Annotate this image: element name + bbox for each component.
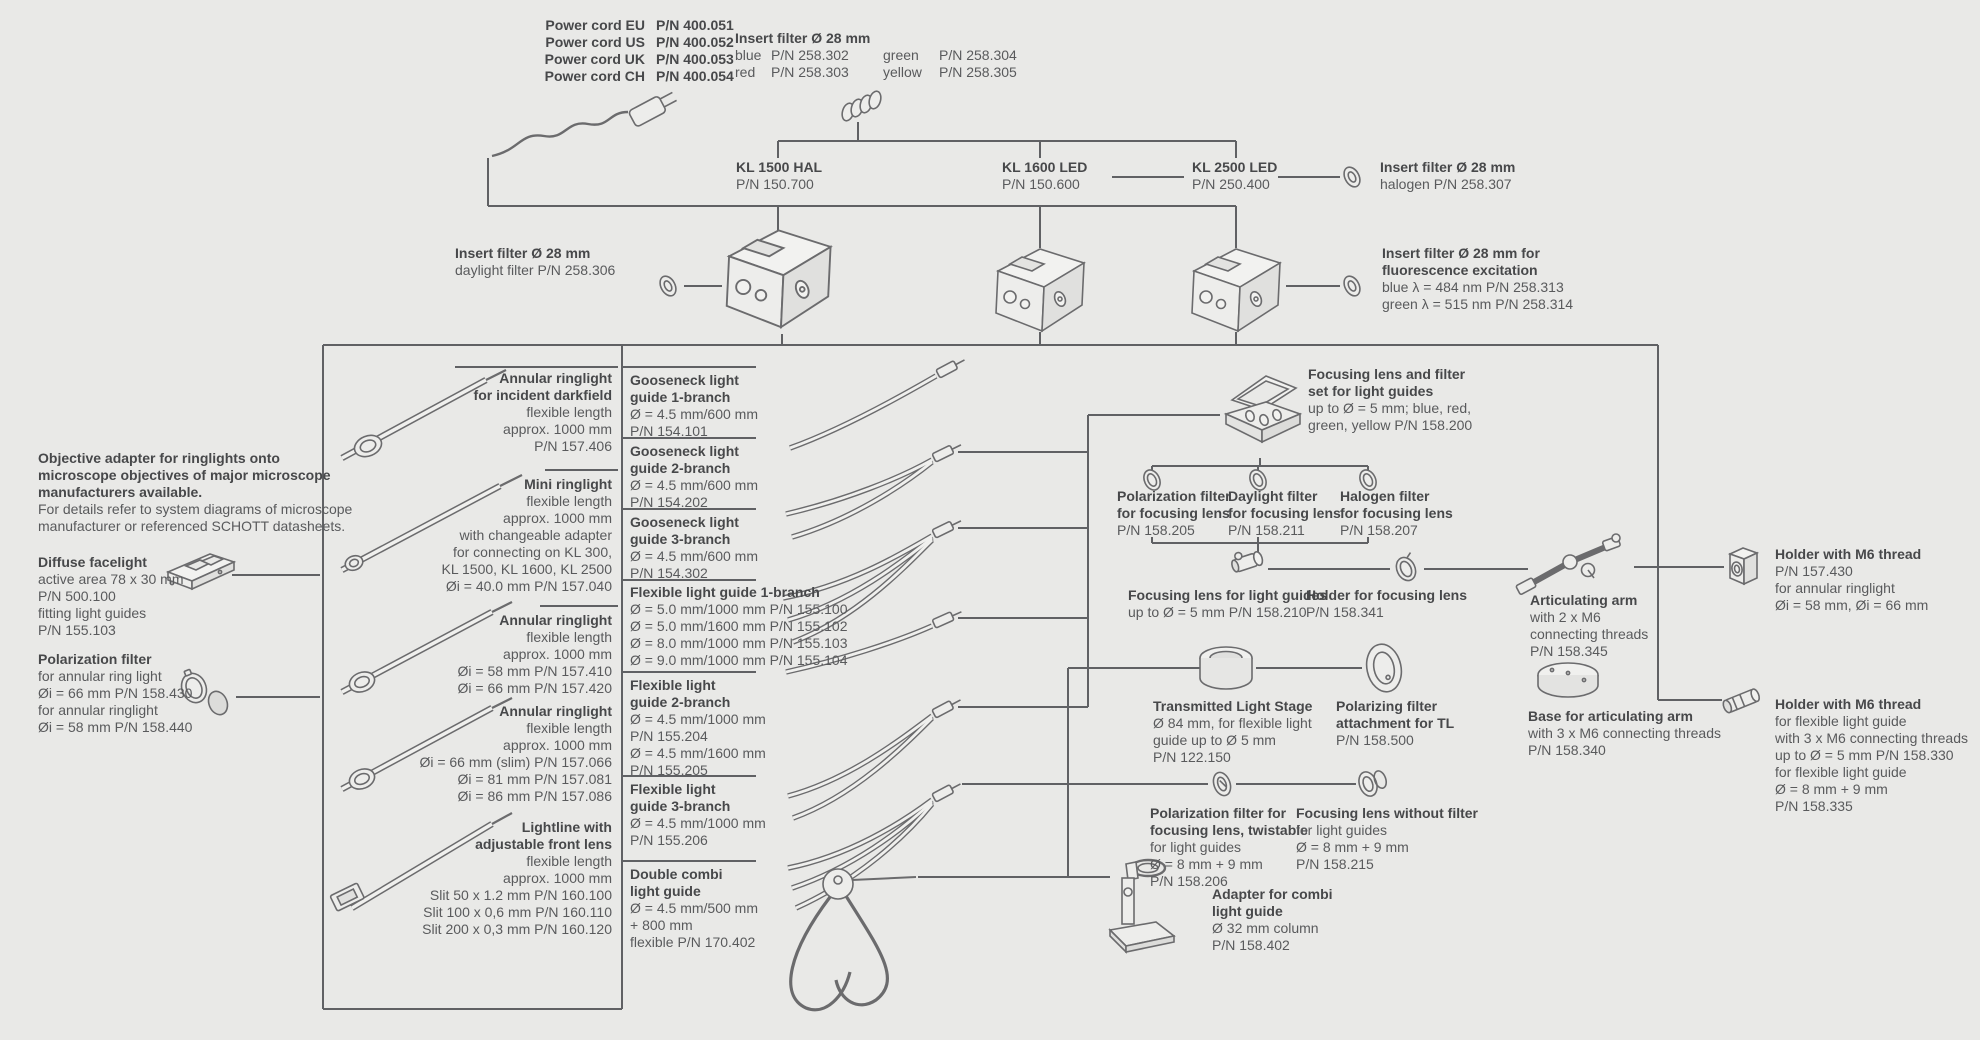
text-line: approx. 1000 mm [503, 510, 612, 526]
text-line [455, 17, 734, 34]
text-line: Annular ringlight [499, 612, 612, 628]
text-line: Focusing lens for light guides [1128, 587, 1328, 603]
text-line: guide 2-branch [630, 460, 731, 476]
text-line: Halogen filter [1340, 488, 1430, 504]
kl-2500-led-label [1192, 159, 1277, 193]
text-col: blue [735, 47, 762, 63]
text-line: blue λ = 484 nm P/N 258.313 [1382, 279, 1564, 295]
flexible-3-branch-label [630, 781, 766, 849]
text-line: Ø = 8 mm + 9 mm [1296, 839, 1409, 855]
holder-annular-icon [1730, 548, 1757, 584]
text-line: fluorescence excitation [1382, 262, 1538, 278]
text-line: Lightline with [521, 819, 612, 835]
text-line: flexible P/N 170.402 [630, 934, 756, 950]
text-line: Holder for focusing lens [1306, 587, 1468, 603]
text-line: for focusing lens [1117, 505, 1230, 521]
text-line: active area 78 x 30 mm [38, 571, 184, 587]
text-line: + 800 mm [630, 917, 693, 933]
text-line: Ø = 4.5 mm/600 mm [630, 477, 758, 493]
text-line: P/N 150.600 [1002, 176, 1080, 192]
text-col: red [735, 64, 756, 80]
text-line: set for light guides [1308, 383, 1434, 399]
text-line: approx. 1000 mm [503, 737, 612, 753]
text-line: flexible length [526, 720, 612, 736]
text-line: Daylight filter [1228, 488, 1318, 504]
kl-1500-hal-label [736, 159, 822, 193]
text-line: KL 1500, KL 1600, KL 2500 [441, 561, 612, 577]
text-line: Øi = 66 mm (slim) P/N 157.066 [419, 754, 612, 770]
text-line: KL 1500 HAL [736, 159, 823, 175]
text-line: Ø 84 mm, for flexible light [1153, 715, 1312, 731]
text-col: P/N 400.054 [656, 68, 734, 84]
text-line: attachment for TL [1336, 715, 1455, 731]
double-combi-label [630, 866, 758, 951]
articulating-arm-icon [1516, 534, 1621, 595]
text-line: Base for articulating arm [1528, 708, 1693, 724]
text-line [455, 68, 734, 85]
text-line: Øi = 58 mm P/N 157.410 [457, 663, 612, 679]
text-line [735, 64, 1017, 81]
text-line: Øi = 40.0 mm P/N 157.040 [445, 578, 612, 594]
text-line: Holder with M6 thread [1775, 696, 1922, 712]
filter-stack-icon [840, 90, 883, 122]
polarization-filter-label [38, 651, 192, 736]
text-line: up to Ø = 5 mm P/N 158.330 [1775, 747, 1954, 763]
text-line: connecting threads [1530, 626, 1649, 642]
insert-filter-set-title: Insert filter Ø 28 mm [735, 30, 871, 46]
text-line: P/N 158.207 [1340, 522, 1418, 538]
text-line: Transmitted Light Stage [1153, 698, 1313, 714]
text-col: P/N 400.053 [656, 51, 734, 67]
text-line: for flexible light guide [1775, 764, 1907, 780]
kl-1600-led-device [996, 249, 1084, 331]
text-line: Ø = 4.5 mm/500 mm [630, 900, 758, 916]
text-line: Gooseneck light [630, 443, 739, 459]
text-line: Polarizing filter [1336, 698, 1438, 714]
text-col: P/N 258.303 [771, 64, 849, 80]
text-line: light guide [1212, 903, 1283, 919]
power-cords-list [455, 17, 734, 85]
text-line: focusing lens, twistable [1150, 822, 1308, 838]
text-line: P/N 158.402 [1212, 937, 1290, 953]
text-line: guide 3-branch [630, 531, 731, 547]
text-line: P/N 158.340 [1528, 742, 1606, 758]
text-line: Adapter for combi [1212, 886, 1333, 902]
holder-annular-label [1775, 546, 1928, 614]
text-line: green λ = 515 nm P/N 258.314 [1382, 296, 1574, 312]
text-line: with 3 x M6 connecting threads [1528, 725, 1721, 741]
halogen-filter-label [1380, 159, 1515, 193]
text-line [735, 47, 1017, 64]
text-line: KL 2500 LED [1192, 159, 1278, 175]
text-line: P/N 500.100 [38, 588, 116, 604]
text-line: for focusing lens [1228, 505, 1341, 521]
fluorescence-filter-label [1382, 245, 1573, 313]
text-line: Ø = 4.5 mm/1000 mm [630, 815, 766, 831]
text-col: P/N 400.052 [656, 34, 734, 50]
text-line: for annular ringlight [38, 702, 158, 718]
text-line: for annular ringlight [1775, 580, 1895, 596]
text-line: light guide [630, 883, 701, 899]
text-line: guide 1-branch [630, 389, 731, 405]
text-col: P/N 258.302 [771, 47, 849, 63]
text-line: guide 3-branch [630, 798, 731, 814]
objective-adapter-note [38, 450, 352, 535]
text-line: with changeable adapter [459, 527, 612, 543]
text-line: halogen P/N 258.307 [1380, 176, 1512, 192]
text-line: Øi = 66 mm P/N 158.430 [38, 685, 193, 701]
text-line: P/N 155.205 [630, 762, 708, 778]
text-line: P/N 158.335 [1775, 798, 1853, 814]
text-line: for annular ring light [38, 668, 162, 684]
base-arm-icon [1538, 663, 1598, 697]
double-combi-guide-icon [791, 869, 916, 1010]
text-line: Ø = 8 mm + 9 mm [1775, 781, 1888, 797]
daylight-filter-focusing-label [1228, 488, 1341, 539]
text-line: with 3 x M6 connecting threads [1775, 730, 1968, 746]
text-line: Ø = 5.0 mm/1600 mm P/N 155.102 [630, 618, 848, 634]
text-col: Power cord EU [545, 17, 645, 33]
text-line: Articulating arm [1530, 592, 1638, 608]
text-line: Ø = 4.5 mm/600 mm [630, 548, 758, 564]
text-line: P/N 155.103 [38, 622, 116, 638]
polarizing-filter-tl-label [1336, 698, 1454, 749]
gooseneck-2-branch-label [630, 443, 758, 511]
text-line: microscope objectives of major microscope [38, 467, 331, 483]
text-line: P/N 158.341 [1306, 604, 1384, 620]
transmitted-light-stage-icon [1200, 647, 1252, 689]
text-line: Flexible light guide 1-branch [630, 584, 820, 600]
text-line: approx. 1000 mm [503, 421, 612, 437]
text-line: guide up to Ø 5 mm [1153, 732, 1276, 748]
text-line: Gooseneck light [630, 514, 739, 530]
text-line: P/N 154.302 [630, 565, 708, 581]
gooseneck-3-branch-label [630, 514, 758, 582]
text-line: Focusing lens without filter [1296, 805, 1478, 821]
text-line: For details refer to system diagrams of microscope [38, 501, 353, 517]
text-line: Focusing lens and filter [1308, 366, 1466, 382]
text-col: Power cord UK [544, 51, 645, 67]
halogen-filter-focusing-label [1340, 488, 1453, 539]
text-line: up to Ø = 5 mm P/N 158.210 [1128, 604, 1307, 620]
text-line: Insert filter Ø 28 mm [1380, 159, 1516, 175]
text-col: P/N 258.304 [939, 47, 1017, 63]
holder-flexible-icon [1722, 688, 1761, 714]
text-line: Polarization filter [1117, 488, 1231, 504]
text-line: with 2 x M6 [1530, 609, 1601, 625]
adapter-combi-label [1212, 886, 1333, 954]
text-line: Slit 50 x 1.2 mm P/N 160.100 [429, 887, 612, 903]
text-line: Objective adapter for ringlights onto [38, 450, 280, 466]
text-line: Ø = 8 mm + 9 mm [1150, 856, 1263, 872]
text-line: Insert filter Ø 28 mm for [1382, 245, 1540, 261]
text-line: Øi = 81 mm P/N 157.081 [457, 771, 612, 787]
annular-ringlight-slim-label [340, 703, 612, 805]
kl-1500-hal-device [727, 230, 831, 327]
annular-ringlight-label [380, 612, 612, 697]
flexible-3-branch-icon [788, 780, 963, 908]
daylight-filter-label [455, 245, 615, 279]
insert-filter-set-block [735, 30, 1017, 81]
annular-ringlight-darkfield-label [380, 370, 612, 455]
text-line: for flexible light guide [1775, 713, 1907, 729]
text-line: P/N 154.202 [630, 494, 708, 510]
text-line: green, yellow P/N 158.200 [1308, 417, 1473, 433]
mini-ringlight-label [340, 476, 612, 595]
text-line: Flexible light [630, 677, 716, 693]
power-cord-icon [492, 89, 679, 156]
text-line: for focusing lens [1340, 505, 1453, 521]
kl-2500-led-device [1192, 249, 1280, 331]
text-line: P/N 157.430 [1775, 563, 1853, 579]
text-line: Øi = 58 mm, Øi = 66 mm [1775, 597, 1929, 613]
polarization-filter-focusing-label [1117, 488, 1231, 539]
text-line: Ø = 4.5 mm/1000 mm [630, 711, 766, 727]
text-line: up to Ø = 5 mm; blue, red, [1308, 400, 1472, 416]
text-col: P/N 258.305 [939, 64, 1017, 80]
text-line: Ø 32 mm column [1212, 920, 1319, 936]
gooseneck-1-branch-label [630, 372, 758, 440]
text-line: P/N 122.150 [1153, 749, 1231, 765]
text-line: P/N 158.500 [1336, 732, 1414, 748]
text-line [455, 51, 734, 68]
transmitted-light-stage-label [1153, 698, 1312, 766]
text-line: P/N 155.204 [630, 728, 708, 744]
text-line: flexible length [526, 853, 612, 869]
text-line: KL 1600 LED [1002, 159, 1088, 175]
text-line: P/N 158.211 [1228, 522, 1305, 538]
text-line: Insert filter Ø 28 mm [455, 245, 591, 261]
text-line: flexible length [526, 493, 612, 509]
holder-focusing-lens-label [1306, 587, 1467, 621]
text-line: manufacturer or referenced SCHOTT datasheets. [38, 518, 346, 534]
flexible-2-branch-label [630, 677, 766, 779]
twistable-pol-filter-label [1150, 805, 1308, 890]
diffuse-facelight-label [38, 554, 184, 639]
text-line: for light guides [1296, 822, 1388, 838]
text-line: Double combi [630, 866, 723, 882]
text-col: Power cord US [545, 34, 645, 50]
text-col: yellow [883, 64, 922, 80]
text-line: Flexible light [630, 781, 716, 797]
gooseneck-2-branch-icon [786, 441, 963, 537]
text-line: Annular ringlight [499, 370, 612, 386]
text-line: Ø = 4.5 mm/1600 mm [630, 745, 766, 761]
text-line: Øi = 66 mm P/N 157.420 [457, 680, 612, 696]
text-line: for connecting on KL 300, [452, 544, 612, 560]
daylight-filter-icon [657, 273, 679, 298]
text-line: P/N 158.205 [1117, 522, 1195, 538]
text-line: Slit 100 x 0,6 mm P/N 160.110 [423, 904, 612, 920]
text-line: P/N 150.700 [736, 176, 814, 192]
text-line: P/N 158.206 [1150, 873, 1228, 889]
text-line: Mini ringlight [524, 476, 612, 492]
gooseneck-1-branch-icon [790, 356, 967, 448]
text-line: Holder with M6 thread [1775, 546, 1922, 562]
flexible-1-branch-label [630, 584, 848, 669]
base-arm-label [1528, 708, 1721, 759]
text-col: P/N 400.051 [656, 17, 734, 33]
text-line: Diffuse facelight [38, 554, 147, 570]
text-line: Polarization filter [38, 651, 152, 667]
text-line: Øi = 58 mm P/N 158.440 [38, 719, 193, 735]
text-line [455, 34, 734, 51]
articulating-arm-label [1530, 592, 1648, 660]
text-line: P/N 154.101 [630, 423, 708, 439]
holder-flexible-label [1775, 696, 1968, 815]
text-line: Ø = 4.5 mm/600 mm [630, 406, 758, 422]
polarizing-tl-icon [1362, 641, 1405, 695]
kl-1600-led-label [1002, 159, 1087, 193]
text-line: flexible length [526, 629, 612, 645]
text-line: flexible length [526, 404, 612, 420]
text-line: for incident darkfield [473, 387, 612, 403]
text-col: green [883, 47, 919, 63]
halogen-filter-icon [1341, 164, 1363, 189]
text-line: approx. 1000 mm [503, 870, 612, 886]
text-line: Ø = 5.0 mm/1000 mm P/N 155.100 [630, 601, 848, 617]
text-line: P/N 158.345 [1530, 643, 1608, 659]
text-line: manufacturers available. [38, 484, 203, 500]
text-line: fitting light guides [38, 605, 147, 621]
focusing-lens-label [1128, 587, 1327, 621]
text-line: Slit 200 x 0,3 mm P/N 160.120 [422, 921, 612, 937]
holder-focusing-lens-icon [1392, 553, 1421, 584]
text-line: P/N 155.206 [630, 832, 708, 848]
insert-filter-set-rows [735, 47, 1017, 81]
text-line: Polarization filter for [1150, 805, 1287, 821]
text-line: daylight filter P/N 258.306 [455, 262, 616, 278]
lens-without-filter-icon [1356, 766, 1390, 799]
text-line: P/N 158.215 [1296, 856, 1374, 872]
text-line: adjustable front lens [475, 836, 612, 852]
text-line: Øi = 86 mm P/N 157.086 [457, 788, 612, 804]
text-line: Ø = 9.0 mm/1000 mm P/N 155.104 [630, 652, 848, 668]
lens-without-filter-label [1296, 805, 1478, 873]
twistable-pol-filter-icon [1210, 770, 1233, 798]
text-line: P/N 250.400 [1192, 176, 1270, 192]
fluorescence-filter-icon [1341, 273, 1363, 298]
text-line: Annular ringlight [499, 703, 612, 719]
text-line: for light guides [1150, 839, 1242, 855]
text-line: guide 2-branch [630, 694, 731, 710]
focusing-set-label [1308, 366, 1472, 434]
text-line: P/N 157.406 [534, 438, 612, 454]
lightline-label [330, 819, 612, 938]
text-line: Gooseneck light [630, 372, 739, 388]
text-line: Ø = 8.0 mm/1000 mm P/N 155.103 [630, 635, 848, 651]
focusing-filter-set-icon [1226, 376, 1300, 442]
text-col: Power cord CH [544, 68, 645, 84]
text-line: approx. 1000 mm [503, 646, 612, 662]
